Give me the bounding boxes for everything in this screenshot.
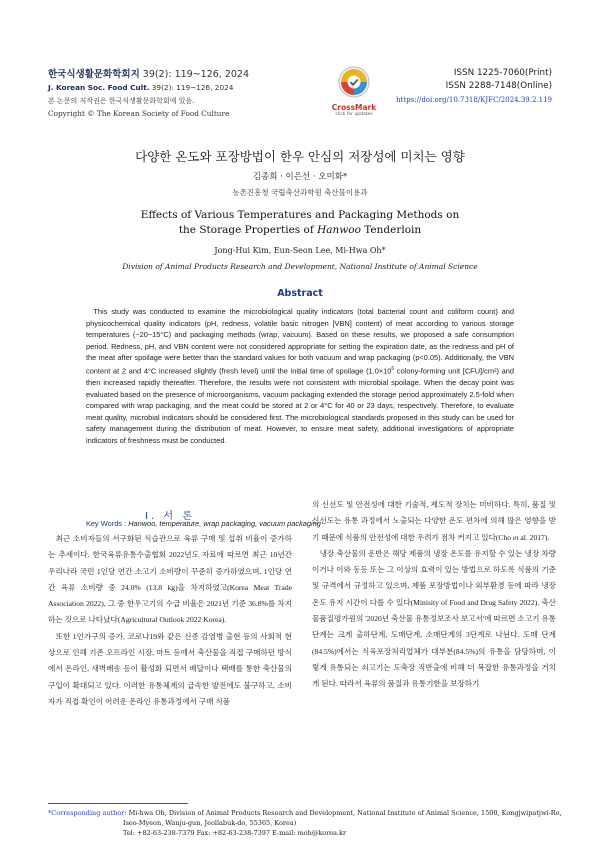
title-en-line2 (0, 223, 600, 238)
copyright-line: Copyright © The Korean Society of Food Culture (48, 109, 230, 118)
section-heading-introduction: I. 서 론 (145, 511, 195, 522)
journal-title-en (48, 83, 308, 92)
article-title-kr: 다양한 온도와 포장방법이 한우 안심의 저장성에 미치는 영향 (135, 149, 465, 164)
crossmark-icon (338, 66, 370, 98)
issn-online: ISSN 2288-7148(Online) (445, 81, 552, 91)
journal-header (48, 66, 308, 118)
journal-name-en: J. Korean Soc. Food Cult. (48, 83, 150, 92)
crossmark-subtitle: click for updates (335, 112, 373, 117)
footnote-label: *Corresponding author: (48, 809, 127, 817)
journal-title-kr (48, 66, 308, 80)
abstract-superscript: 6 (391, 365, 395, 372)
affiliation-kr: 농촌진흥청 국립축산과학원 축산물이용과 (232, 188, 368, 197)
footnote-divider (48, 803, 188, 804)
corresponding-author-footnote (48, 808, 562, 838)
body-column-right (312, 497, 556, 693)
paragraph: 냉장 축산물의 운반은 해당 제품의 냉장 온도를 유지할 수 있는 냉장 차량이거나 이와 동등 또는 그 이상의 효력이 있는 방법으로 하도록 식품의 기준 및 규격에서 규정하고 있으며, 제품 포장방법이나 외부환경 등에 따라 냉장 온도 유지 시간이 다를 수 있다(Minisity of Food and Drug Safety 2022). 축산물품질평가원의 '2020년 축산물 유통정보조사 보고서'에 따르면 소고기 유통단계는 크게 출하단계, 도매단계, 소매단계의 3단계로 나뉜다. 도매 단계(84.5%)에서는 식육포장처리업체가 대부분(84.5%)의 유통을 담당하며, 이렇게 유통되는 쇠고기는 도축장 직반출에 비해 더 복잡한 유통과정을 거치게 된다. 따라서 육류의 품질과 유통기한을 보장하기 (312, 548, 556, 689)
keywords-label: Key Words : (86, 519, 127, 528)
abstract-part2: colony-forming unit [CFU]/cm²) and then increased rapidly thereafter. Therefore, the results were not consistent with microbial spoilage. When the decay point was evaluated based on the presence of microorganisms, vacuum packaging extended the storage period approximately 2.5-fold when compared with wrap packaging, and the meat could be stored at 2 or 4°C for 40 or 23 days, respectively. Therefore, to evaluate meat quality, microbial indicators should be considered first. The microbiological standards proposed in this study can be used for safety management during the distribution of meat. However, to ensure meat safety, additional investigations of appropriate indicators of freshness must be conducted. (86, 366, 514, 445)
affiliation-en: Division of Animal Products Research and Development, National Institute of Animal Science (122, 262, 478, 271)
copyright-note: 본 논문의 저작권은 한국식생활문화학회에 있음. (48, 97, 195, 105)
paragraph: 의 신선도 및 안전성에 대한 기술적, 제도적 장치는 미비하다. 특히, 품질 및 신선도는 유통 과정에서 노출되는 다양한 온도 편차에 의해 많은 영향을 받기 때문에 식품의 안전성에 대한 우려가 점차 커지고 있다(Cho et al. 2017). (312, 500, 556, 542)
issn-block (396, 67, 552, 104)
crossmark-badge[interactable] (326, 66, 382, 117)
title-en-line2-pre: the Storage Properties of (178, 224, 318, 236)
footnote-line: Iseo-Myeon, Wanju-gun, Jeollabuk-do, 55365, Korea) (123, 819, 297, 827)
doi-link[interactable]: https://doi.org/10.7318/KJFC/2024.39.2.119 (396, 96, 552, 104)
article-title-en (0, 208, 600, 238)
journal-name-kr: 한국식생활문화학회지 (48, 69, 140, 80)
title-en-line1: Effects of Various Temperatures and Packaging Methods on (140, 209, 460, 221)
journal-volume-en: 39(2): 119~126, 2024 (149, 83, 234, 92)
title-en-line2-post: Tenderloin (360, 224, 422, 236)
authors-kr: 김종희 · 이은선 · 오미화* (252, 172, 348, 182)
journal-volume-kr: 39(2): 119~126, 2024 (139, 69, 250, 80)
issn-print: ISSN 1225-7060(Print) (453, 68, 552, 78)
abstract-part1: This study was conducted to examine the microbiological quality indicators (total bacterial count and coliform count) and physicochemical quality indicators (pH, redness, volatile basic nitrogen [VBN] content) of meat according to various storage temperatures (−20~15°C) and packaging methods (wrap, vacuum). Based on these results, we proposed a safe consumption period. Redness, pH, and VBN content were not considered appropriate for setting the expiration date, as the redness and pH of the meat after spoilage were better than the standard values for both vacuum and wrap packaging (p<0.05). Additionally, the VBN content at 2 and 4°C increased slightly (fresh level) until the initial time of spoilage (1.0×10 (86, 307, 514, 376)
keywords-list: Hanwoo, temperature, wrap packaging, vacuum packaging (128, 519, 321, 528)
crossmark-title: CrossMark (331, 103, 377, 112)
abstract-heading: Abstract (277, 288, 323, 299)
footnote-line (48, 808, 562, 818)
authors-en: Jong-Hui Kim, Eun-Seon Lee, Mi-Hwa Oh* (214, 246, 386, 255)
abstract-text (86, 306, 514, 447)
title-en-hanwoo: Hanwoo (317, 224, 361, 236)
footnote-contact: Tel: +82-63-238-7379 Fax: +82-63-238-7397 E-mail: moh@korea.kr (123, 829, 347, 837)
paragraph: 또한 1인가구의 증가, 코로나19와 같은 신종 감염병 출현 등의 사회적 현상으로 인해 기존 오프라인 시장, 마트 등에서 축산물을 직접 구매하던 방식에서 온라인, 새벽배송 등이 활성화 되면서 배달이나 택배를 통한 축산물의 구입이 확대되고 있다. 이러한 유통체계의 급속한 발전에도 불구하고, 소비자가 직접 확인이 어려운 온라인 유통과정에서 구매 식품 (48, 631, 292, 706)
body-column-left (48, 531, 292, 710)
footnote-address: Mi-hwa Oh, Division of Animal Products Research and Development, National Institute of Animal Science, 1500, Kongjwipatjwi-Ro, (126, 809, 562, 817)
paragraph: 최근 소비자들의 서구화된 식습관으로 육류 구매 및 섭취 비율이 증가하는 추세이다. 한국육류유통수출협회 2022년도 자료에 따르면 최근 10년간 우리나라 국민 1인당 연간 소고기 소비량이 꾸준히 증가하였으며, 1인당 연간 육류 소비량 중 24.0% (13.8 kg)을 차지하였고(Korea Meat Trade Association 2022), 그 중 한우고기의 수급 비율은 2021년 기준 36.8%를 차지하는 것으로 나타났다(Agricultural Outlook 2022 Korea). (48, 534, 292, 625)
